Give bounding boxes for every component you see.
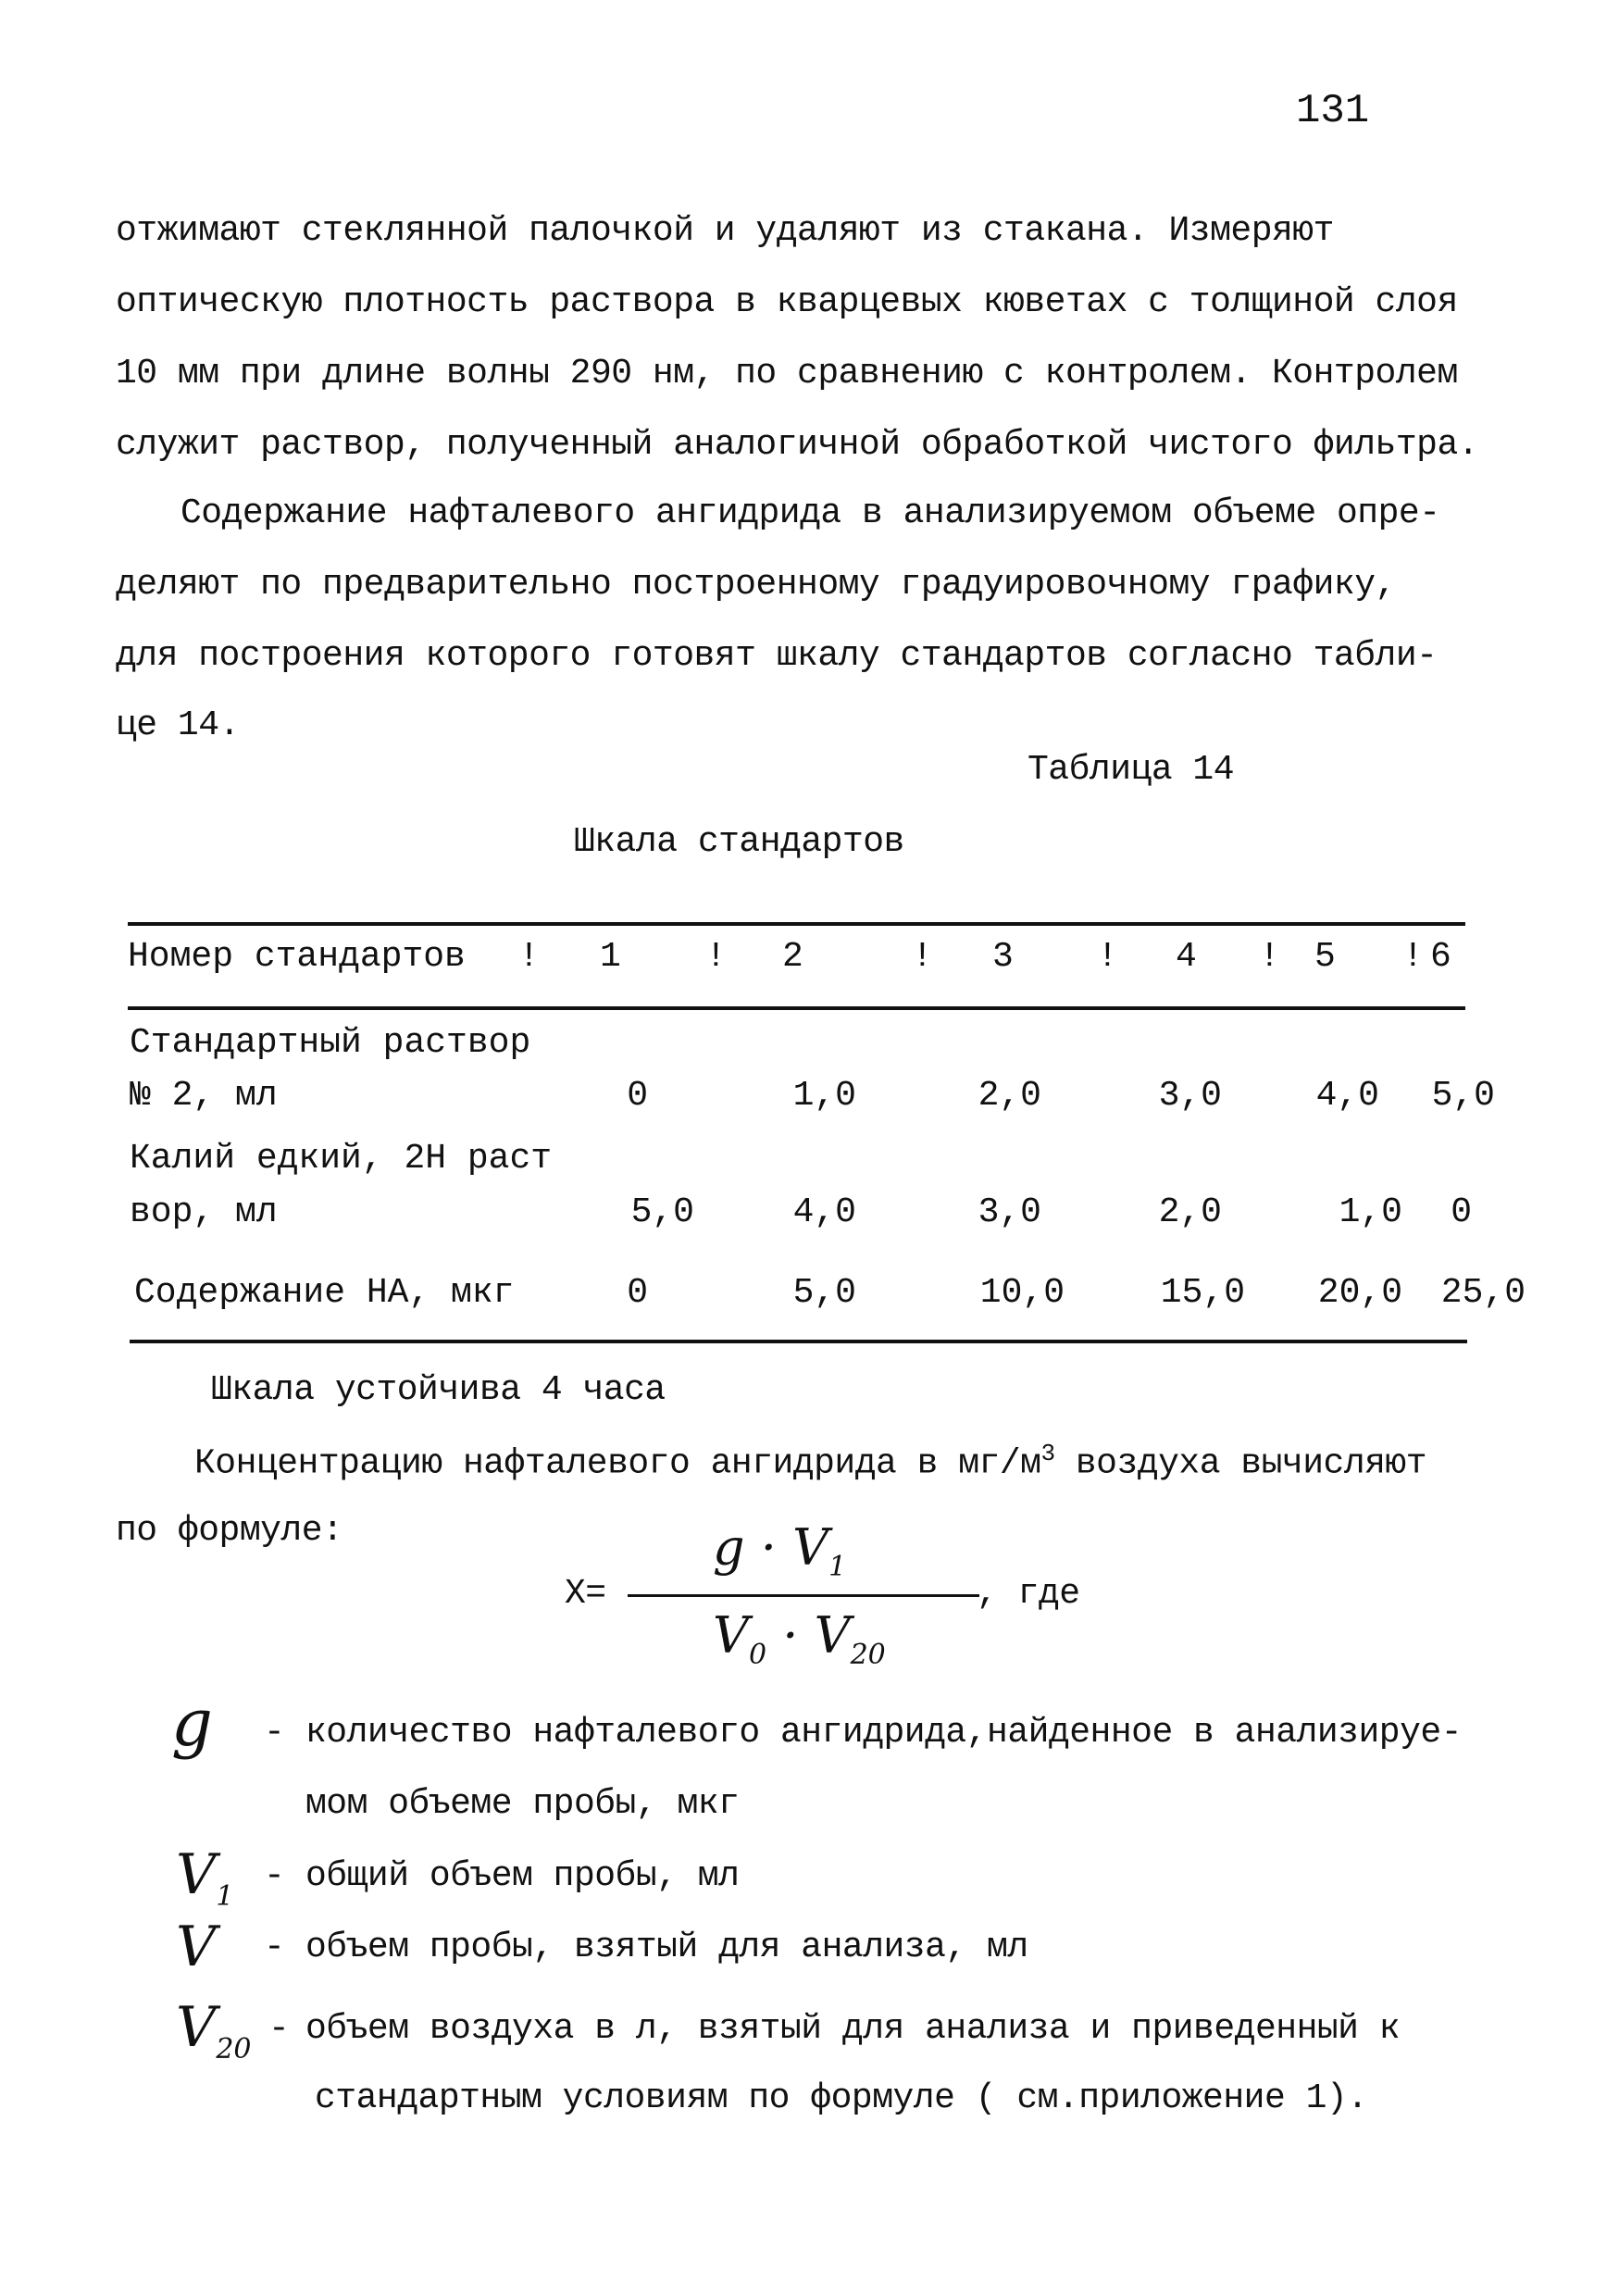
- definition-text: объем пробы, взятый для анализа, мл: [305, 1928, 1028, 1967]
- table-top-rule: [128, 922, 1465, 926]
- symbol-v: V: [176, 1915, 217, 1979]
- column-separator: !: [705, 937, 727, 977]
- table-cell: 0: [1451, 1192, 1472, 1232]
- symbol-v1: $V_1$: [176, 1842, 234, 1913]
- definition-dash: -: [264, 1713, 285, 1753]
- concentration-text-end: воздуха вычисляют: [1054, 1443, 1427, 1484]
- row-label: Содержание НА, мкг: [134, 1273, 515, 1313]
- column-number: 1: [600, 937, 621, 977]
- table-cell: 2,0: [1158, 1192, 1222, 1232]
- column-separator: !: [1402, 937, 1424, 977]
- row-label: Стандартный раствор: [130, 1023, 531, 1063]
- table-cell: 3,0: [1158, 1076, 1222, 1116]
- formula-suffix: , где: [977, 1574, 1080, 1614]
- column-number: 2: [782, 937, 803, 977]
- column-separator: !: [912, 937, 933, 977]
- definition-text: объем воздуха в л, взятый для анализа и приведенный к: [305, 2009, 1401, 2049]
- text-line: деляют по предварительно построенному градуировочному графику,: [116, 565, 1396, 605]
- table-cell: 0: [627, 1273, 648, 1313]
- table-header-rule: [128, 1006, 1465, 1010]
- column-separator: !: [1097, 937, 1118, 977]
- table-cell: 5,0: [792, 1273, 856, 1313]
- definition-dash: -: [268, 2009, 290, 2049]
- page-number: 131: [1296, 88, 1370, 134]
- formula-numerator: $g \cdot V_1$: [713, 1518, 847, 1583]
- column-separator: !: [1259, 937, 1280, 977]
- column-number: 3: [992, 937, 1014, 977]
- definition-dash: -: [264, 1928, 285, 1967]
- table-cell: 3,0: [978, 1192, 1041, 1232]
- table-bottom-rule: [130, 1340, 1467, 1343]
- text-line: для построения которого готовят шкалу стандартов согласно табли-: [116, 636, 1438, 676]
- definition-text: общий объем пробы, мл: [305, 1856, 740, 1896]
- text-line: оптическую плотность раствора в кварцевых кюветах с толщиной слоя: [116, 282, 1458, 322]
- table-cell: 10,0: [979, 1273, 1065, 1313]
- column-number: 4: [1176, 937, 1197, 977]
- row-label: вор, мл: [130, 1192, 278, 1232]
- text-line: це 14.: [116, 705, 240, 745]
- table-header-label: Номер стандартов: [128, 937, 466, 977]
- table-cell: 25,0: [1440, 1273, 1526, 1313]
- definition-text: стандартным условиям по формуле ( см.приложение 1).: [315, 2078, 1368, 2118]
- table-cell: 5,0: [630, 1192, 694, 1232]
- table-cell: 15,0: [1160, 1273, 1245, 1313]
- column-number: 6: [1430, 937, 1451, 977]
- fraction-bar: [628, 1594, 979, 1597]
- table-label: Таблица 14: [1027, 750, 1235, 790]
- table-cell: 20,0: [1317, 1273, 1402, 1313]
- table-cell: 0: [627, 1076, 648, 1116]
- column-number: 5: [1314, 937, 1336, 977]
- definition-text: количество нафталевого ангидрида,найденное в анализируе-: [305, 1713, 1463, 1753]
- table-cell: 1,0: [1339, 1192, 1402, 1232]
- table-cell: 4,0: [1315, 1076, 1379, 1116]
- row-label: Калий едкий, 2Н раст: [130, 1139, 553, 1179]
- concentration-text: Концентрацию нафталевого ангидрида в мг/м: [194, 1443, 1041, 1484]
- stability-note: Шкала устойчива 4 часа: [211, 1370, 666, 1410]
- concentration-line-2: по формуле:: [116, 1511, 343, 1551]
- text-line: Содержание нафталевого ангидрида в анализируемом объеме опре-: [181, 493, 1440, 533]
- cubic-superscript: 3: [1040, 1440, 1055, 1467]
- definition-text: мом объеме пробы, мкг: [305, 1784, 740, 1824]
- text-line: служит раствор, полученный аналогичной обработкой чистого фильтра.: [116, 425, 1479, 465]
- symbol-v20: $V_{20}$: [176, 1995, 252, 2065]
- definition-dash: -: [264, 1856, 285, 1896]
- text-line: отжимают стеклянной палочкой и удаляют из стакана. Измеряют: [116, 211, 1334, 251]
- concentration-line-1: [194, 1440, 1426, 1484]
- table-cell: 1,0: [792, 1076, 856, 1116]
- table-cell: 5,0: [1431, 1076, 1495, 1116]
- table-cell: 2,0: [978, 1076, 1041, 1116]
- symbol-g: g: [171, 1685, 213, 1761]
- text-line: 10 мм при длине волны 290 нм, по сравнению с контролем. Контролем: [116, 354, 1458, 393]
- table-cell: 4,0: [792, 1192, 856, 1232]
- formula-denominator: $V_0 \cdot V_{20}$: [713, 1606, 886, 1671]
- formula-lhs: X=: [565, 1574, 606, 1614]
- table-title: Шкала стандартов: [574, 822, 904, 862]
- row-label: № 2, мл: [130, 1076, 278, 1116]
- column-separator: !: [518, 937, 540, 977]
